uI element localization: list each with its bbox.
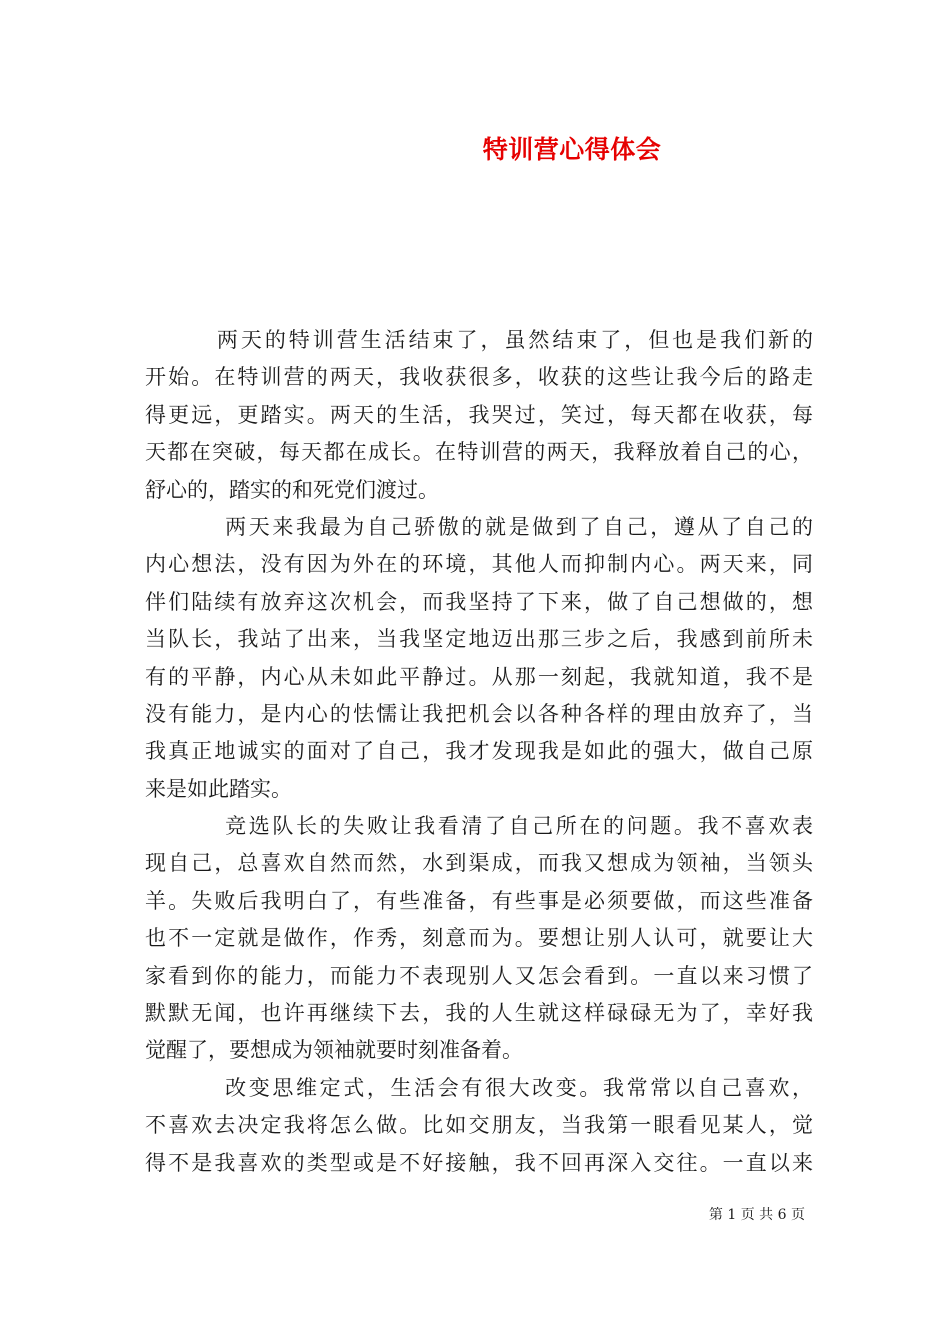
text-line: 来是如此踏实。 <box>145 776 292 801</box>
text-line: 现自己，总喜欢自然而然，水到渠成，而我又想成为领袖，当领头 <box>145 851 813 876</box>
text-line: 不喜欢去决定我将怎么做。比如交朋友，当我第一眼看见某人，觉 <box>145 1113 813 1138</box>
text-line: 开始。在特训营的两天，我收获很多，收获的这些让我今后的路走 <box>145 365 813 390</box>
text-line: 默默无闻，也许再继续下去，我的人生就这样碌碌无为了，幸好我 <box>145 1001 813 1026</box>
text-line: 当队长，我站了出来，当我坚定地迈出那三步之后，我感到前所未 <box>145 627 813 652</box>
text-line: 两天来我最为自己骄傲的就是做到了自己，遵从了自己的 <box>145 514 813 539</box>
text-line: 两天的特训营生活结束了，虽然结束了，但也是我们新的 <box>145 328 813 352</box>
text-line: 改变思维定式，生活会有很大改变。我常常以自己喜欢， <box>145 1075 813 1100</box>
text-line: 内心想法，没有因为外在的环境，其他人而抑制内心。两天来，同 <box>145 552 813 577</box>
paragraph-4 <box>145 1070 813 1182</box>
text-line: 天都在突破，每天都在成长。在特训营的两天，我释放着自己的心， <box>145 440 813 465</box>
document-title: 特训营心得体会 <box>482 135 662 164</box>
document-body <box>145 322 813 1182</box>
text-line: 羊。失败后我明白了，有些准备，有些事是必须要做，而这些准备 <box>145 888 813 913</box>
text-line: 也不一定就是做作，作秀，刻意而为。要想让别人认可，就要让大 <box>145 926 813 951</box>
paragraph-3 <box>145 808 813 1070</box>
text-line: 舒心的，踏实的和死党们渡过。 <box>145 477 439 502</box>
text-line: 有的平静，内心从未如此平静过。从那一刻起，我就知道，我不是 <box>145 664 813 689</box>
text-line: 没有能力，是内心的怯懦让我把机会以各种各样的理由放弃了，当 <box>145 701 813 726</box>
paragraph-1 <box>145 322 813 509</box>
paragraph-2 <box>145 509 813 808</box>
text-line: 竞选队长的失败让我看清了自己所在的问题。我不喜欢表 <box>145 814 813 839</box>
page-number-footer: 第 1 页 共 6 页 <box>708 1207 805 1223</box>
text-line: 我真正地诚实的面对了自己，我才发现我是如此的强大，做自己原 <box>145 739 813 764</box>
text-line: 觉醒了，要想成为领袖就要时刻准备着。 <box>145 1038 523 1063</box>
text-line: 得不是我喜欢的类型或是不好接触，我不回再深入交往。一直以来 <box>145 1150 813 1175</box>
text-line: 家看到你的能力，而能力不表现别人又怎会看到。一直以来习惯了 <box>145 963 813 988</box>
text-line: 伴们陆续有放弃这次机会，而我坚持了下来，做了自己想做的，想 <box>145 589 813 614</box>
text-line: 得更远，更踏实。两天的生活，我哭过，笑过，每天都在收获，每 <box>145 402 813 427</box>
